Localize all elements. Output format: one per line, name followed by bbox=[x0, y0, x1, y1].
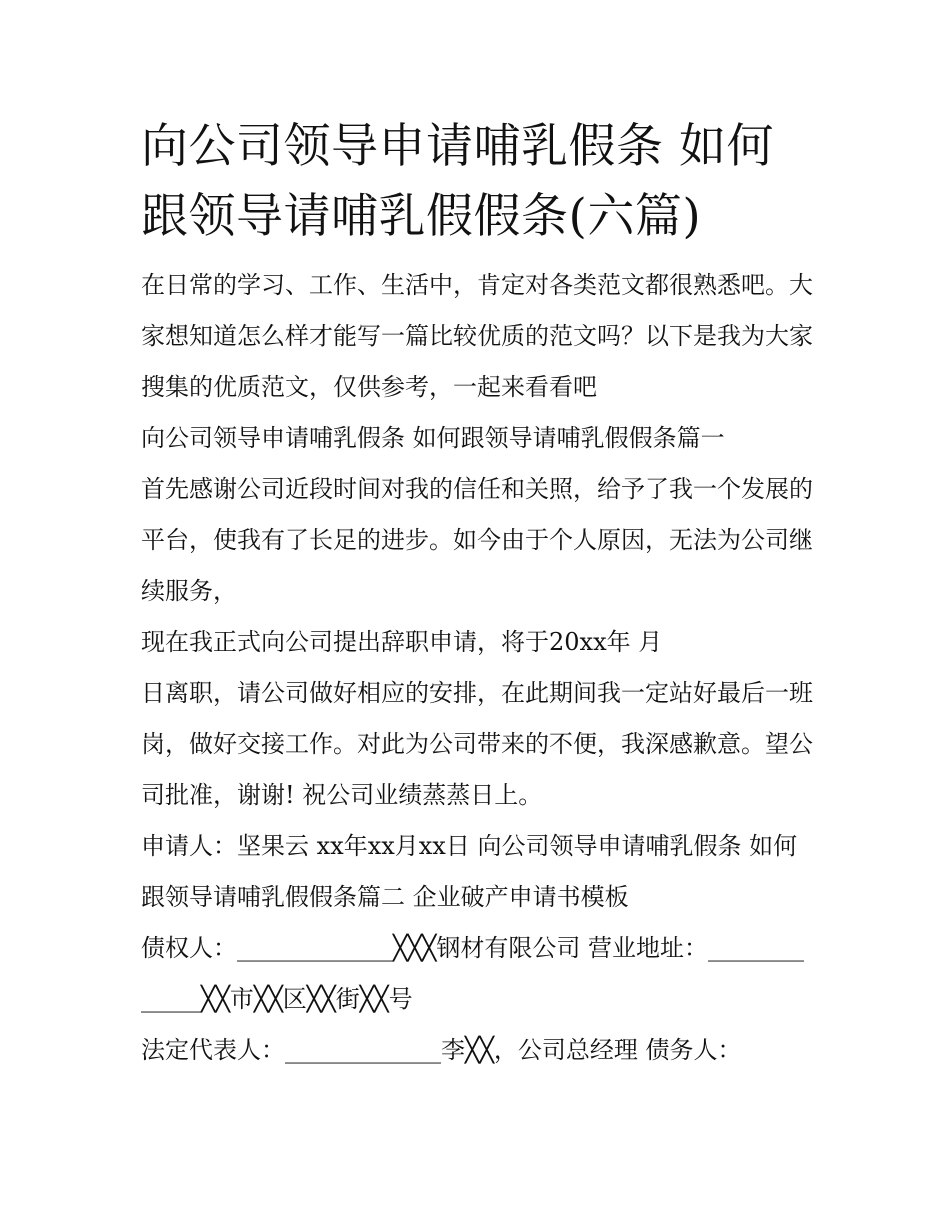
paragraph-intro: 在日常的学习、工作、生活中，肯定对各类范文都很熟悉吧。大家想知道怎么样才能写一篇比较优质的范文吗？以下是我为大家搜集的优质范文，仅供参考，一起来看看吧 bbox=[141, 271, 813, 401]
paragraph-legal-rep: 法定代表人：_____________李╳╳，公司总经理 债务人： bbox=[141, 1036, 742, 1064]
paragraph-creditor: 债权人：_____________╳╳╳钢材有限公司 营业地址：_____________╳╳市╳╳区╳╳街╳╳号 bbox=[141, 934, 804, 1013]
paragraph-departure: 日离职，请公司做好相应的安排，在此期间我一定站好最后一班岗，做好交接工作。对此为公司带来的不便，我深感歉意。望公司批准，谢谢! 祝公司业绩蒸蒸日上。 bbox=[141, 679, 813, 809]
paragraph-thanks: 首先感谢公司近段时间对我的信任和关照，给予了我一个发展的平台，使我有了长足的进步。如今由于个人原因，无法为公司继续服务， bbox=[141, 475, 813, 605]
paragraph-resignation: 现在我正式向公司提出辞职申请，将于20xx年 月 bbox=[141, 628, 663, 656]
paragraph-applicant: 申请人：坚果云 xx年xx月xx日 向公司领导申请哺乳假条 如何跟领导请哺乳假假条篇二 企业破产申请书模板 bbox=[141, 832, 798, 911]
document-title: 向公司领导申请哺乳假条 如何跟领导请哺乳假假条(六篇) bbox=[141, 119, 774, 244]
document-body bbox=[141, 112, 813, 1076]
paragraph-heading-1: 向公司领导申请哺乳假条 如何跟领导请哺乳假假条篇一 bbox=[141, 424, 725, 452]
